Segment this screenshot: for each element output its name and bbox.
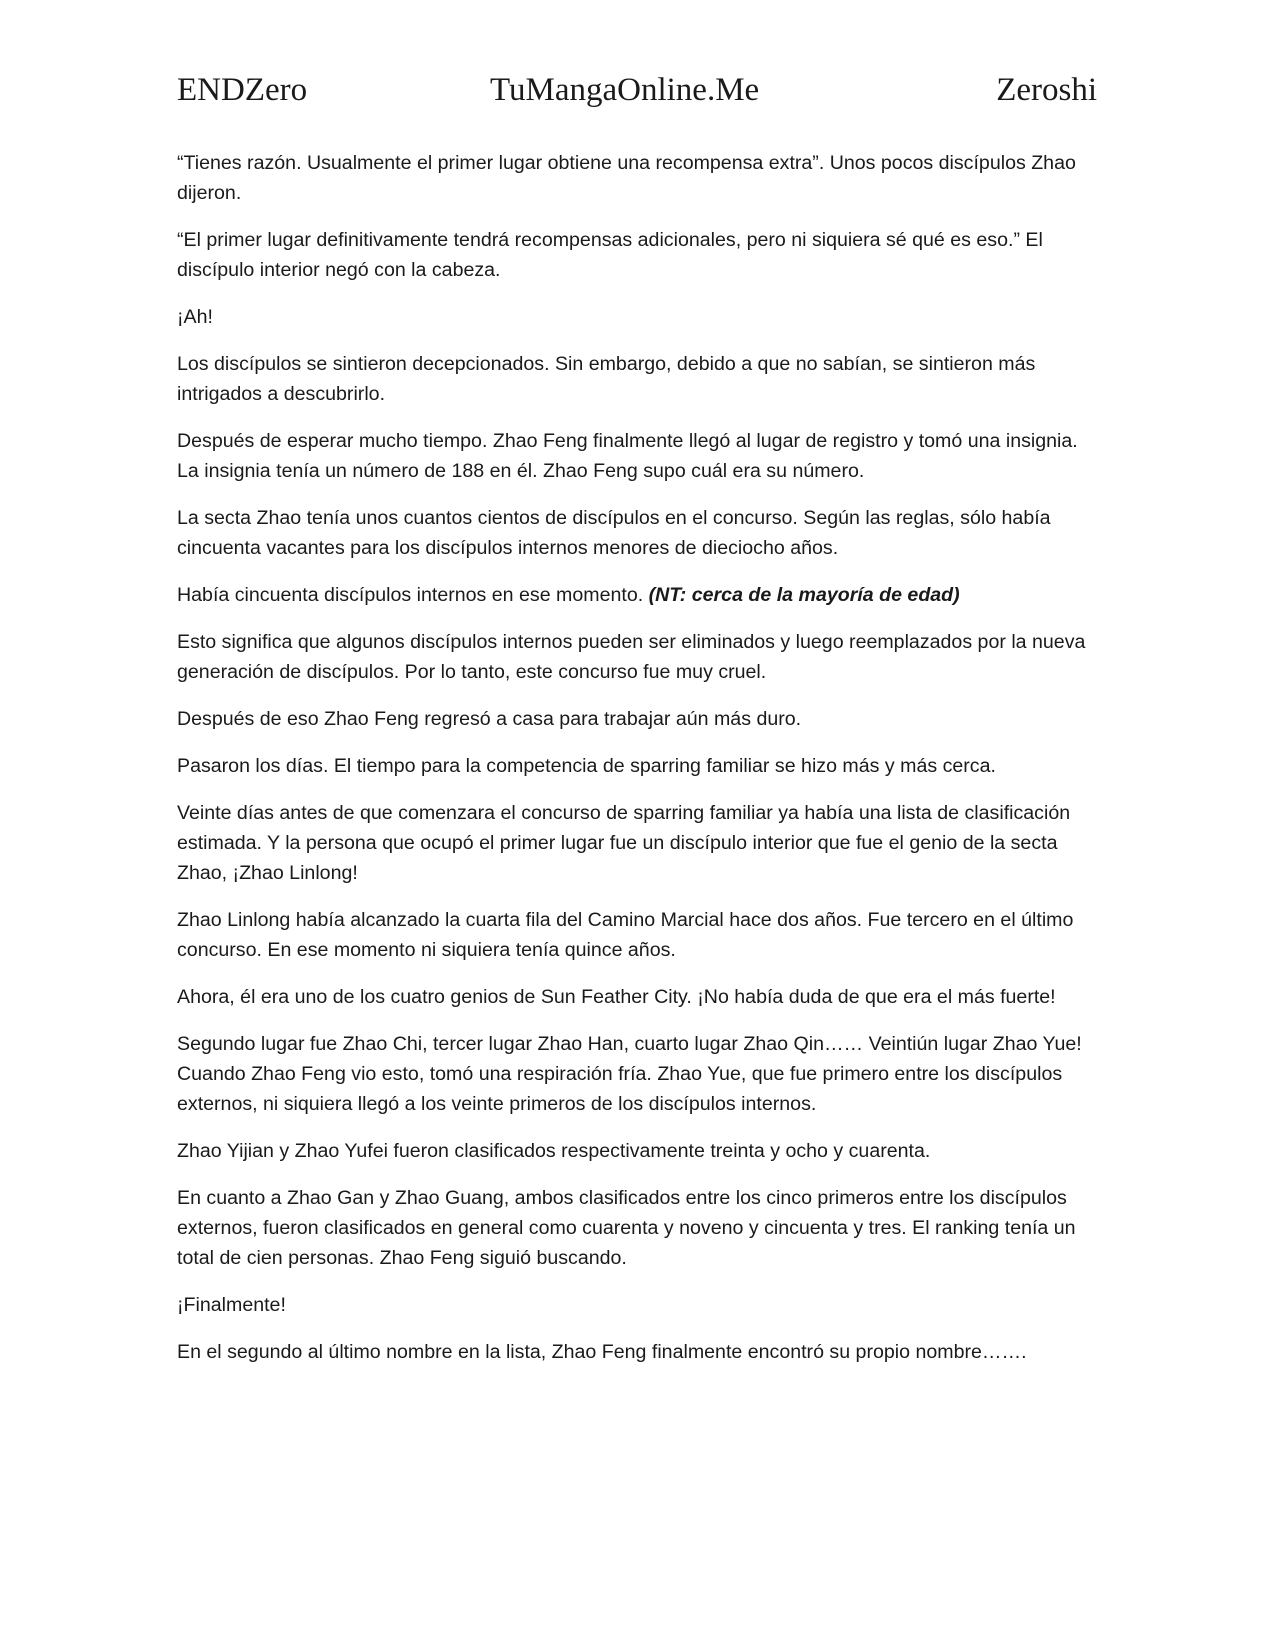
paragraph-with-note (177, 580, 1097, 610)
paragraph: “El primer lugar definitivamente tendrá recompensas adicionales, pero ni siquiera sé qué es eso.” El discípulo interior negó con la cabeza. (177, 229, 1043, 281)
paragraph: Después de esperar mucho tiempo. Zhao Feng finalmente llegó al lugar de registro y tomó una insignia. La insignia tenía un número de 188 en él. Zhao Feng supo cuál era su número. (177, 430, 1078, 482)
paragraph: Veinte días antes de que comenzara el concurso de sparring familiar ya había una lista de clasificación estimada. Y la persona que ocupó el primer lugar fue un discípulo interior que fue el genio de la secta Zhao, ¡Zhao Linlong! (177, 802, 1071, 884)
document-body (177, 148, 1097, 1384)
page-header (177, 72, 1097, 120)
header-right-credit: Zeroshi (996, 72, 1097, 108)
paragraph: ¡Ah! (177, 306, 213, 328)
paragraph: “Tienes razón. Usualmente el primer lugar obtiene una recompensa extra”. Unos pocos discípulos Zhao dijeron. (177, 152, 1076, 204)
translator-note: (NT: cerca de la mayoría de edad) (648, 584, 960, 606)
paragraph: Pasaron los días. El tiempo para la competencia de sparring familiar se hizo más y más cerca. (177, 755, 996, 777)
paragraph: Zhao Linlong había alcanzado la cuarta fila del Camino Marcial hace dos años. Fue tercero en el último concurso. En ese momento ni siquiera tenía quince años. (177, 909, 1074, 961)
paragraph: En cuanto a Zhao Gan y Zhao Guang, ambos clasificados entre los cinco primeros entre los discípulos externos, fueron clasificados en general como cuarenta y noveno y cincuenta y tres. El ranking tenía un total de cien personas. Zhao Feng siguió buscando. (177, 1187, 1076, 1269)
paragraph: ¡Finalmente! (177, 1294, 286, 1316)
paragraph: Segundo lugar fue Zhao Chi, tercer lugar Zhao Han, cuarto lugar Zhao Qin…… Veintiún lugar Zhao Yue! Cuando Zhao Feng vio esto, tomó una respiración fría. Zhao Yue, que fue primero entre los discípulos externos, ni siquiera llegó a los veinte primeros de los discípulos internos. (177, 1033, 1082, 1115)
paragraph-text: Había cincuenta discípulos internos en ese momento. (177, 584, 649, 606)
header-left-credit: ENDZero (177, 72, 308, 108)
paragraph: Zhao Yijian y Zhao Yufei fueron clasificados respectivamente treinta y ocho y cuarenta. (177, 1140, 931, 1162)
paragraph: Los discípulos se sintieron decepcionados. Sin embargo, debido a que no sabían, se sintieron más intrigados a descubrirlo. (177, 353, 1036, 405)
paragraph: Ahora, él era uno de los cuatro genios de Sun Feather City. ¡No había duda de que era el más fuerte! (177, 986, 1056, 1008)
paragraph: La secta Zhao tenía unos cuantos cientos de discípulos en el concurso. Según las reglas, sólo había cincuenta vacantes para los discípulos internos menores de dieciocho años. (177, 507, 1051, 559)
header-site-name: TuMangaOnline.Me (490, 72, 760, 108)
paragraph: Esto significa que algunos discípulos internos pueden ser eliminados y luego reemplazados por la nueva generación de discípulos. Por lo tanto, este concurso fue muy cruel. (177, 631, 1086, 683)
paragraph: Después de eso Zhao Feng regresó a casa para trabajar aún más duro. (177, 708, 802, 730)
paragraph: En el segundo al último nombre en la lista, Zhao Feng finalmente encontró su propio nombre……. (177, 1341, 1027, 1363)
